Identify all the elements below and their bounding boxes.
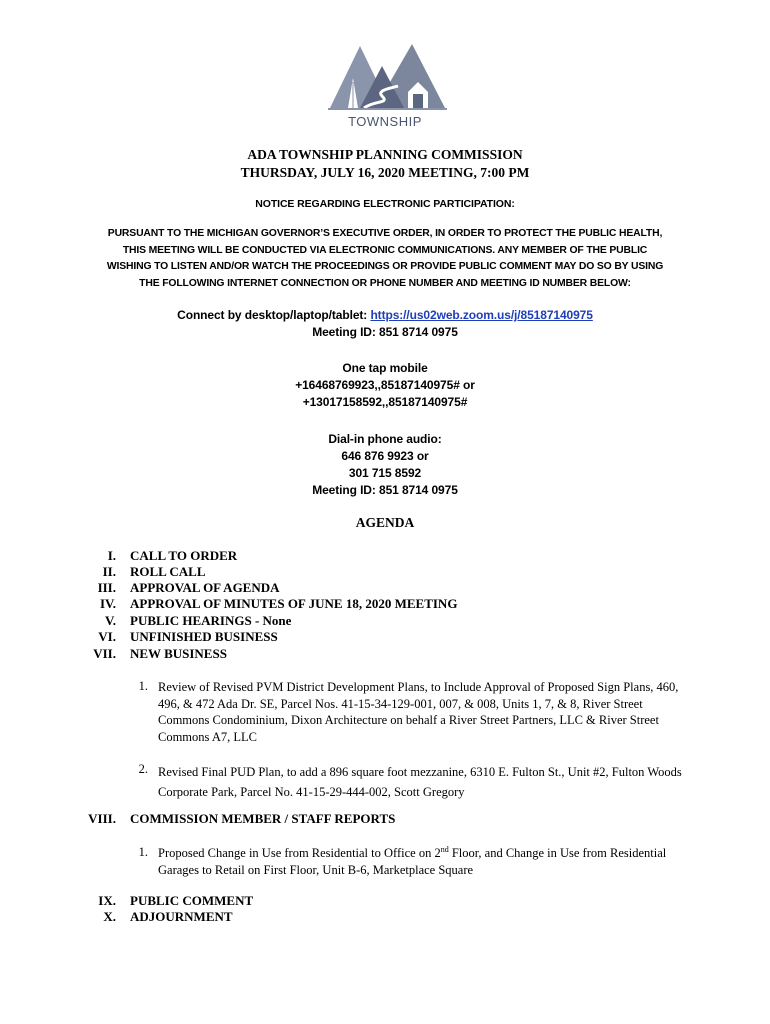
dial-in-number: 646 876 9923 or bbox=[341, 449, 429, 463]
notice-line: PURSUANT TO THE MICHIGAN GOVERNOR’S EXECUTIVE ORDER, IN ORDER TO PROTECT THE PUBLIC HEALTH, bbox=[107, 228, 663, 239]
connect-line bbox=[0, 307, 770, 324]
agenda-item: PUBLIC HEARINGS - None bbox=[130, 613, 292, 628]
agenda-item: NEW BUSINESS bbox=[130, 646, 227, 661]
dial-in-heading: Dial-in phone audio: bbox=[328, 432, 442, 446]
notice-line: THE FOLLOWING INTERNET CONNECTION OR PHONE NUMBER AND MEETING ID NUMBER BELOW: bbox=[139, 277, 631, 289]
staff-report-text: Floor, and Change in Use from Residential Garages to Retail on First Floor, Unit B-6, Marketplace Square bbox=[158, 846, 667, 877]
one-tap-section bbox=[0, 360, 770, 411]
one-tap-heading: One tap mobile bbox=[342, 361, 428, 375]
agenda-item: CALL TO ORDER bbox=[130, 548, 238, 563]
meeting-date: THURSDAY, JULY 16, 2020 MEETING, 7:00 PM bbox=[240, 165, 530, 180]
connect-section bbox=[0, 307, 770, 341]
notice-line: WISHING TO LISTEN AND/OR WATCH THE PROCEEDINGS OR PROVIDE PUBLIC COMMENT MAY DO SO BY USING bbox=[106, 261, 664, 272]
item-number: I. bbox=[107, 548, 116, 563]
one-tap-number: +16468769923,,85187140975# or bbox=[295, 378, 475, 392]
item-number: III. bbox=[97, 580, 116, 595]
agenda-item: APPROVAL OF MINUTES OF JUNE 18, 2020 MEETING bbox=[130, 596, 458, 611]
new-business-item: Review of Revised PVM District Development Plans, to Include Approval of Proposed Sign Plans, 460, 496, & 472 Ada Dr. SE, Parcel Nos. 41-15-34-129-001, 007, & 008, Units 1, 7, & 8, River Street Commons Condominium, Dixon Architecture on behalf a River Street Partners, LLC & River Street Commons A7, LLC bbox=[158, 680, 679, 744]
connect-label: Connect by desktop/laptop/tablet: bbox=[177, 308, 368, 322]
agenda-item: APPROVAL OF AGENDA bbox=[130, 580, 280, 595]
logo-caption: TOWNSHIP bbox=[348, 114, 422, 129]
item-number: IX. bbox=[98, 893, 116, 908]
dial-in-number: 301 715 8592 bbox=[348, 466, 422, 480]
item-number: V. bbox=[105, 613, 116, 628]
notice-body bbox=[0, 226, 770, 292]
dial-in-meeting-id: Meeting ID: 851 8714 0975 bbox=[312, 483, 458, 497]
agenda-item: ADJOURNMENT bbox=[130, 909, 233, 924]
agenda-item: COMMISSION MEMBER / STAFF REPORTS bbox=[130, 811, 396, 826]
item-number: VI. bbox=[98, 629, 116, 644]
dial-in-section bbox=[0, 431, 770, 499]
new-business-item: Revised Final PUD Plan, to add a 896 square foot mezzanine, 6310 E. Fulton St., Unit #2, Fulton Woods Corporate Park, Parcel No. 41-15-29-444-002, Scott Gregory bbox=[158, 765, 682, 799]
agenda-item: UNFINISHED BUSINESS bbox=[130, 629, 278, 644]
one-tap-number: +13017158592,,85187140975# bbox=[302, 395, 468, 409]
staff-report-text: Proposed Change in Use from Residential to Office on 2 bbox=[158, 846, 441, 860]
ordinal-suffix: nd bbox=[440, 844, 449, 854]
agenda-title: AGENDA bbox=[355, 515, 415, 530]
sub-item-number: 1. bbox=[138, 679, 148, 693]
ada-township-logo bbox=[320, 38, 450, 133]
sub-item-number: 2. bbox=[138, 762, 148, 776]
meeting-id: Meeting ID: 851 8714 0975 bbox=[312, 325, 458, 339]
item-number: VIII. bbox=[88, 811, 116, 826]
zoom-link[interactable]: https://us02web.zoom.us/j/85187140975 bbox=[370, 308, 593, 322]
staff-report-item bbox=[158, 845, 688, 878]
item-number: IV. bbox=[99, 596, 116, 611]
agenda-item: ROLL CALL bbox=[130, 564, 206, 579]
sub-item-number: 1. bbox=[138, 845, 148, 859]
notice-heading: NOTICE REGARDING ELECTRONIC PARTICIPATION: bbox=[255, 198, 515, 210]
item-number: VII. bbox=[93, 646, 116, 661]
item-number: II. bbox=[102, 564, 116, 579]
notice-line: THIS MEETING WILL BE CONDUCTED VIA ELECTRONIC COMMUNICATIONS. ANY MEMBER OF THE PUBLIC bbox=[122, 244, 648, 256]
agenda-item: PUBLIC COMMENT bbox=[130, 893, 254, 908]
item-number: X. bbox=[103, 909, 116, 924]
document-title: ADA TOWNSHIP PLANNING COMMISSION bbox=[247, 147, 523, 162]
